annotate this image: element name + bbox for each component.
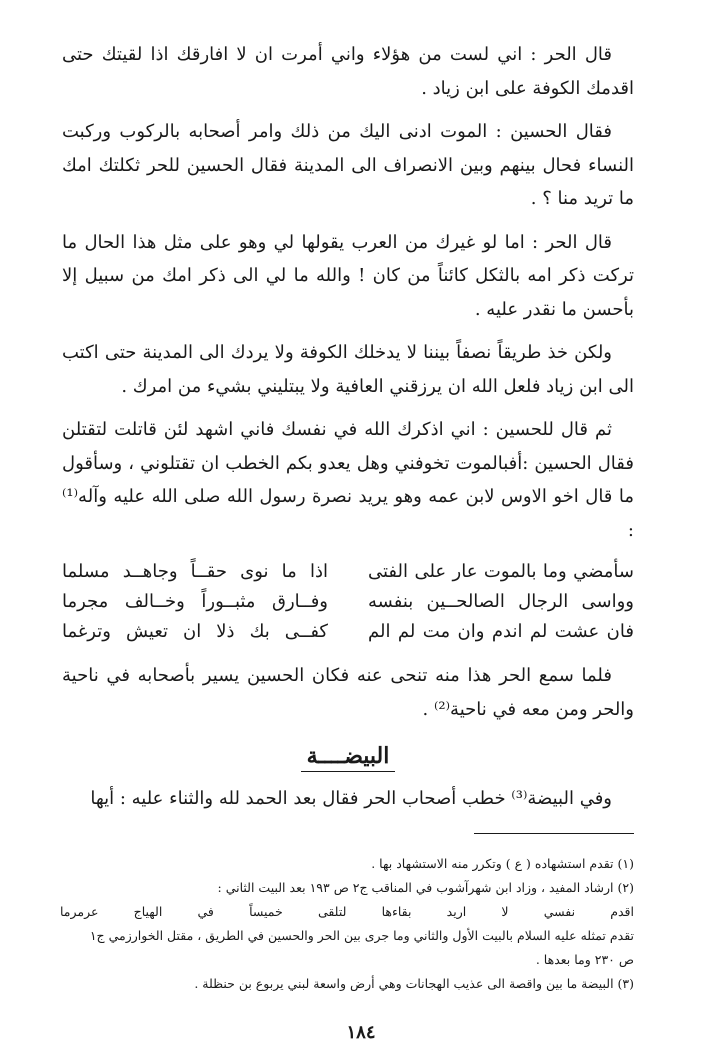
paragraph-warning: ثم قال للحسين : اني اذكرك الله في نفسك فاني اشهد لئن قاتلت لتقتلن فقال الحسين :أفبالموت تخوفني وهل يعدو بكم الخطب ان تقتلوني ، وسأقول ما قال اخو الاوس لابن عمه وهو يريد نصرة رسول الله صلى الله عليه وآله⁽¹⁾ : <box>62 419 634 541</box>
footnote-3: (٣) البيضة ما بين واقصة الى عذيب الهجانات وهي أرض واسعة لبني يربوع بن حنظلة . <box>194 976 634 991</box>
main-text <box>62 38 634 826</box>
poem-verse-3-first: فان عشت لم اندم وان مت لم الم <box>368 621 634 642</box>
footnote-2: (٢) ارشاد المفيد ، وزاد ابن شهرآشوب في المناقب ج٢ ص ١٩٣ بعد البيت الثاني : <box>217 880 634 895</box>
poem <box>62 557 634 647</box>
paragraph-after-poem: فلما سمع الحر هذا منه تنحى عنه فكان الحسين يسير بأصحابه في ناحية والحر ومن معه في ناحية⁽²⁾ . <box>62 665 634 720</box>
footnote-2-continuation: تقدم تمثله عليه السلام بالبيت الأول والثاني وما جرى بين الحر والحسين في الطريق ، مقتل الخوارزمي ج١ <box>89 928 634 943</box>
poem-verse-1-second: اذا ما نوى حقــاً وجاهــد مسلما <box>62 561 328 582</box>
footnote-1: (١) تقدم استشهاده ( ع ) وتكرر منه الاستشهاد بها . <box>371 856 634 871</box>
poem-verse-3-second: كفــى بك ذلا ان تعيش وترغما <box>62 621 328 642</box>
paragraph-bayda: وفي البيضة⁽³⁾ خطب أصحاب الحر فقال بعد الحمد لله والثناء عليه : أيها <box>90 788 612 809</box>
paragraph-hurr-answer: قال الحر : اما لو غيرك من العرب يقولها لي وهو على مثل هذا الحال ما تركت ذكر امه بالثكل كائناً من كان ! والله ما لي الى ذكر امك من سبيل إلا بأحسن ما نقدر عليه . <box>62 231 634 320</box>
poem-verse-2-second: وفــارق مثبــوراً وخــالف مجرما <box>62 591 328 612</box>
paragraph-middle-road: ولكن خذ طريقاً نصفاً بيننا لا يدخلك الكوفة ولا يردك الى المدينة حتى اكتب الى ابن زياد فلعل الله ان يرزقني العافية ولا يبتليني بشيء من امرك . <box>62 342 634 397</box>
footnote-2-continuation-end: ص ٢٣٠ وما بعدها . <box>535 952 634 967</box>
footnotes <box>60 852 634 996</box>
section-title-text: البيضــــة <box>301 743 396 772</box>
poem-verse-2-first: وواسى الرجال الصالحــين بنفسه <box>368 591 634 612</box>
paragraph-husayn-reply: فقال الحسين : الموت ادنى اليك من ذلك وامر أصحابه بالركوب وركبت النساء فحال بينهم وبين الانصراف الى المدينة فقال الحسين للحر ثكلتك امك ما تريد منا ؟ . <box>62 121 634 209</box>
poem-verse-1-first: سأمضي وما بالموت عار على الفتى <box>368 561 634 582</box>
paragraph-hurr-reply: قال الحر : اني لست من هؤلاء واني أمرت ان لا افارقك اذا لقيتك حتى اقدمك الكوفة على ابن زياد . <box>62 44 634 99</box>
footnote-divider <box>474 833 634 834</box>
section-title <box>62 736 634 776</box>
footnote-2-verse: اقدم نفسي لا اريد بقاءها لتلقى خميساً في الهياج عرمرما <box>60 904 634 919</box>
page-number: ١٨٤ <box>346 1022 376 1043</box>
